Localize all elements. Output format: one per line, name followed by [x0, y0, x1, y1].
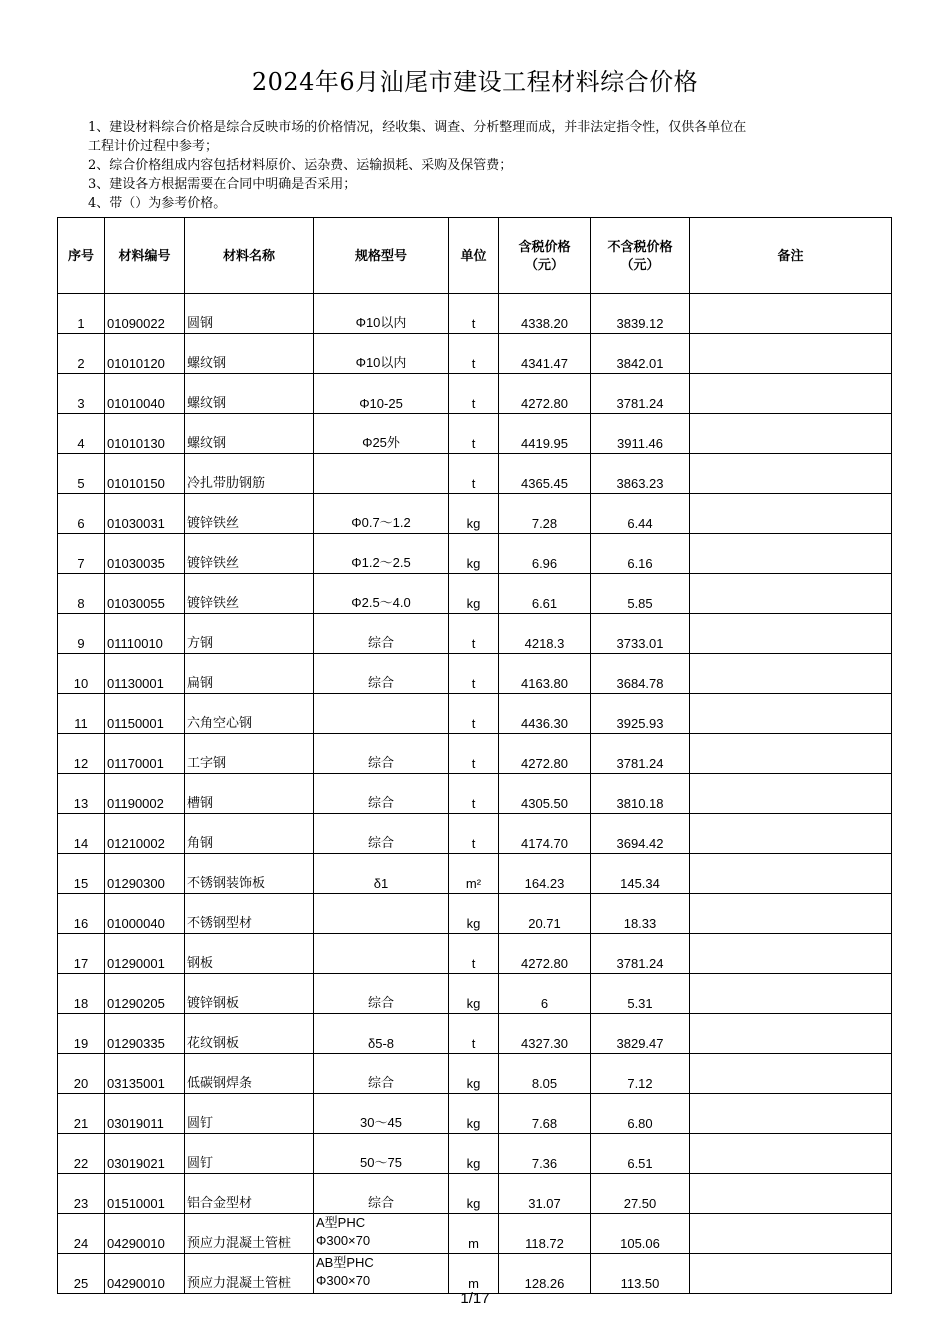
cell-seq: 12	[58, 734, 105, 774]
cell-spec: 30～45	[314, 1094, 449, 1134]
cell-spec	[314, 1214, 449, 1254]
cell-spec-line2: Φ300×70	[316, 1273, 371, 1288]
table-row	[58, 934, 892, 974]
cell-seq: 10	[58, 654, 105, 694]
cell-code: 01150001	[105, 694, 185, 734]
cell-remark	[690, 814, 892, 854]
cell-unit: kg	[449, 1094, 499, 1134]
col-header-code: 材料编号	[105, 218, 185, 294]
cell-unit: t	[449, 414, 499, 454]
table-row	[58, 454, 892, 494]
cell-seq: 21	[58, 1094, 105, 1134]
cell-notax-price: 3684.78	[591, 654, 690, 694]
cell-notax-price: 105.06	[591, 1214, 690, 1254]
cell-name: 冷扎带肋钢筋	[185, 454, 314, 494]
table-row	[58, 1134, 892, 1174]
cell-unit: kg	[449, 1054, 499, 1094]
cell-name: 圆钢	[185, 294, 314, 334]
cell-notax-price: 7.12	[591, 1054, 690, 1094]
cell-code: 03135001	[105, 1054, 185, 1094]
cell-seq: 3	[58, 374, 105, 414]
cell-name: 预应力混凝土管桩	[185, 1214, 314, 1254]
cell-spec: 综合	[314, 1054, 449, 1094]
cell-name: 铝合金型材	[185, 1174, 314, 1214]
cell-seq: 2	[58, 334, 105, 374]
cell-unit: m	[449, 1254, 499, 1294]
cell-code: 01030035	[105, 534, 185, 574]
cell-remark	[690, 774, 892, 814]
cell-unit: m²	[449, 854, 499, 894]
table-row	[58, 1254, 892, 1294]
cell-spec: 综合	[314, 1174, 449, 1214]
cell-unit: kg	[449, 894, 499, 934]
cell-code: 01030031	[105, 494, 185, 534]
cell-notax-price: 27.50	[591, 1174, 690, 1214]
cell-remark	[690, 1174, 892, 1214]
col-header-tax-price-line1: 含税价格	[518, 238, 571, 254]
cell-spec: Φ2.5～4.0	[314, 574, 449, 614]
table-row	[58, 814, 892, 854]
cell-unit: t	[449, 294, 499, 334]
table-row	[58, 1174, 892, 1214]
cell-unit: t	[449, 774, 499, 814]
cell-unit: kg	[449, 1174, 499, 1214]
cell-notax-price: 3911.46	[591, 414, 690, 454]
cell-tax-price: 4341.47	[499, 334, 591, 374]
cell-code: 01510001	[105, 1174, 185, 1214]
cell-remark	[690, 934, 892, 974]
cell-tax-price: 4218.3	[499, 614, 591, 654]
cell-unit: t	[449, 654, 499, 694]
col-header-name: 材料名称	[185, 218, 314, 294]
cell-spec-line1: A型PHC	[316, 1215, 366, 1230]
cell-spec: Φ25外	[314, 414, 449, 454]
cell-code: 01130001	[105, 654, 185, 694]
cell-notax-price: 3810.18	[591, 774, 690, 814]
cell-tax-price: 118.72	[499, 1214, 591, 1254]
table-row	[58, 1214, 892, 1254]
cell-notax-price: 6.51	[591, 1134, 690, 1174]
page-number: 1/17	[460, 1290, 490, 1307]
cell-spec: 综合	[314, 814, 449, 854]
cell-spec: 综合	[314, 614, 449, 654]
cell-remark	[690, 334, 892, 374]
cell-seq: 25	[58, 1254, 105, 1294]
cell-spec	[314, 454, 449, 494]
cell-spec: δ1	[314, 854, 449, 894]
cell-name: 镀锌铁丝	[185, 574, 314, 614]
cell-tax-price: 6	[499, 974, 591, 1014]
table-row	[58, 1054, 892, 1094]
table-row	[58, 774, 892, 814]
cell-notax-price: 3733.01	[591, 614, 690, 654]
cell-spec: 综合	[314, 974, 449, 1014]
cell-remark	[690, 574, 892, 614]
cell-name: 角钢	[185, 814, 314, 854]
cell-tax-price: 4338.20	[499, 294, 591, 334]
cell-name: 镀锌钢板	[185, 974, 314, 1014]
cell-spec-line2: Φ300×70	[316, 1233, 371, 1248]
cell-remark	[690, 494, 892, 534]
table-row	[58, 1014, 892, 1054]
cell-code: 01210002	[105, 814, 185, 854]
cell-remark	[690, 534, 892, 574]
cell-tax-price: 6.96	[499, 534, 591, 574]
cell-remark	[690, 1054, 892, 1094]
cell-code: 04290010	[105, 1254, 185, 1294]
cell-unit: kg	[449, 494, 499, 534]
cell-notax-price: 5.85	[591, 574, 690, 614]
cell-seq: 5	[58, 454, 105, 494]
cell-spec: Φ10以内	[314, 334, 449, 374]
cell-tax-price: 8.05	[499, 1054, 591, 1094]
cell-tax-price: 7.68	[499, 1094, 591, 1134]
cell-notax-price: 3781.24	[591, 374, 690, 414]
cell-notax-price: 3839.12	[591, 294, 690, 334]
cell-code: 01110010	[105, 614, 185, 654]
cell-code: 01290001	[105, 934, 185, 974]
table-row	[58, 854, 892, 894]
cell-unit: kg	[449, 534, 499, 574]
cell-seq: 24	[58, 1214, 105, 1254]
cell-tax-price: 4272.80	[499, 934, 591, 974]
cell-seq: 16	[58, 894, 105, 934]
cell-name: 六角空心钢	[185, 694, 314, 734]
cell-name: 圆钉	[185, 1134, 314, 1174]
cell-tax-price: 4436.30	[499, 694, 591, 734]
table-body	[58, 294, 892, 1294]
cell-unit: t	[449, 814, 499, 854]
col-header-unit: 单位	[449, 218, 499, 294]
cell-seq: 6	[58, 494, 105, 534]
table-row	[58, 374, 892, 414]
cell-notax-price: 3694.42	[591, 814, 690, 854]
cell-code: 01170001	[105, 734, 185, 774]
cell-unit: kg	[449, 574, 499, 614]
cell-unit: t	[449, 454, 499, 494]
cell-spec	[314, 694, 449, 734]
cell-tax-price: 4174.70	[499, 814, 591, 854]
cell-notax-price: 5.31	[591, 974, 690, 1014]
note-line: 工程计价过程中参考；	[88, 139, 219, 154]
cell-seq: 18	[58, 974, 105, 1014]
cell-tax-price: 164.23	[499, 854, 591, 894]
cell-unit: t	[449, 1014, 499, 1054]
cell-remark	[690, 1134, 892, 1174]
cell-seq: 14	[58, 814, 105, 854]
price-table	[57, 217, 892, 1294]
cell-name: 槽钢	[185, 774, 314, 814]
note-line: 2、综合价格组成内容包括材料原价、运杂费、运输损耗、采购及保管费；	[88, 158, 513, 173]
cell-unit: t	[449, 374, 499, 414]
cell-spec: δ5-8	[314, 1014, 449, 1054]
cell-tax-price: 6.61	[499, 574, 591, 614]
cell-name: 花纹钢板	[185, 1014, 314, 1054]
cell-notax-price: 3863.23	[591, 454, 690, 494]
cell-seq: 15	[58, 854, 105, 894]
cell-tax-price: 20.71	[499, 894, 591, 934]
cell-remark	[690, 294, 892, 334]
cell-notax-price: 3781.24	[591, 734, 690, 774]
cell-remark	[690, 1014, 892, 1054]
cell-spec: Φ10以内	[314, 294, 449, 334]
table-row	[58, 694, 892, 734]
cell-spec: 综合	[314, 654, 449, 694]
cell-remark	[690, 374, 892, 414]
cell-seq: 22	[58, 1134, 105, 1174]
col-header-notax-price-line1: 不含税价格	[607, 238, 673, 254]
cell-remark	[690, 1094, 892, 1134]
cell-remark	[690, 654, 892, 694]
cell-tax-price: 4327.30	[499, 1014, 591, 1054]
cell-remark	[690, 1254, 892, 1294]
cell-seq: 11	[58, 694, 105, 734]
cell-tax-price: 4163.80	[499, 654, 591, 694]
cell-name: 不锈钢装饰板	[185, 854, 314, 894]
page-title: 2024年6月汕尾市建设工程材料综合价格	[251, 68, 699, 96]
cell-seq: 1	[58, 294, 105, 334]
cell-tax-price: 4419.95	[499, 414, 591, 454]
cell-seq: 20	[58, 1054, 105, 1094]
col-header-seq: 序号	[58, 218, 105, 294]
cell-seq: 8	[58, 574, 105, 614]
cell-spec	[314, 894, 449, 934]
cell-notax-price: 3829.47	[591, 1014, 690, 1054]
cell-spec: 50～75	[314, 1134, 449, 1174]
cell-notax-price: 6.16	[591, 534, 690, 574]
table-row	[58, 894, 892, 934]
cell-tax-price: 7.28	[499, 494, 591, 534]
cell-remark	[690, 694, 892, 734]
table-row	[58, 494, 892, 534]
cell-spec: Φ10-25	[314, 374, 449, 414]
cell-seq: 7	[58, 534, 105, 574]
table-row	[58, 414, 892, 454]
cell-remark	[690, 734, 892, 774]
cell-remark	[690, 894, 892, 934]
cell-code: 04290010	[105, 1214, 185, 1254]
cell-tax-price: 31.07	[499, 1174, 591, 1214]
col-header-tax-price	[499, 218, 591, 294]
cell-code: 01090022	[105, 294, 185, 334]
table-row	[58, 534, 892, 574]
cell-spec	[314, 934, 449, 974]
cell-name: 方钢	[185, 614, 314, 654]
cell-name: 螺纹钢	[185, 334, 314, 374]
cell-remark	[690, 854, 892, 894]
cell-spec	[314, 1254, 449, 1294]
table-row	[58, 614, 892, 654]
cell-spec: Φ1.2～2.5	[314, 534, 449, 574]
cell-unit: kg	[449, 1134, 499, 1174]
cell-notax-price: 3925.93	[591, 694, 690, 734]
cell-remark	[690, 414, 892, 454]
col-header-spec: 规格型号	[314, 218, 449, 294]
cell-unit: m	[449, 1214, 499, 1254]
table-row	[58, 294, 892, 334]
cell-seq: 9	[58, 614, 105, 654]
cell-code: 01010130	[105, 414, 185, 454]
cell-name: 低碳钢焊条	[185, 1054, 314, 1094]
cell-tax-price: 128.26	[499, 1254, 591, 1294]
col-header-notax-price	[591, 218, 690, 294]
cell-spec-line1: AB型PHC	[316, 1255, 374, 1270]
table-row	[58, 574, 892, 614]
cell-code: 01190002	[105, 774, 185, 814]
cell-remark	[690, 454, 892, 494]
cell-code: 01030055	[105, 574, 185, 614]
cell-code: 01290300	[105, 854, 185, 894]
cell-unit: t	[449, 934, 499, 974]
cell-name: 镀锌铁丝	[185, 494, 314, 534]
cell-notax-price: 6.80	[591, 1094, 690, 1134]
cell-name: 预应力混凝土管桩	[185, 1254, 314, 1294]
cell-name: 工字钢	[185, 734, 314, 774]
cell-name: 圆钉	[185, 1094, 314, 1134]
cell-notax-price: 3842.01	[591, 334, 690, 374]
cell-seq: 13	[58, 774, 105, 814]
notes-block	[88, 118, 878, 213]
cell-code: 01010150	[105, 454, 185, 494]
cell-name: 扁钢	[185, 654, 314, 694]
cell-code: 03019011	[105, 1094, 185, 1134]
cell-unit: t	[449, 734, 499, 774]
cell-tax-price: 4272.80	[499, 374, 591, 414]
table-row	[58, 974, 892, 1014]
cell-seq: 4	[58, 414, 105, 454]
cell-notax-price: 113.50	[591, 1254, 690, 1294]
cell-unit: t	[449, 614, 499, 654]
cell-seq: 17	[58, 934, 105, 974]
cell-remark	[690, 1214, 892, 1254]
cell-notax-price: 3781.24	[591, 934, 690, 974]
cell-notax-price: 6.44	[591, 494, 690, 534]
cell-tax-price: 7.36	[499, 1134, 591, 1174]
cell-name: 镀锌铁丝	[185, 534, 314, 574]
cell-code: 01290205	[105, 974, 185, 1014]
col-header-notax-price-line2: （元）	[620, 256, 660, 272]
note-line: 3、建设各方根据需要在合同中明确是否采用；	[88, 177, 357, 192]
cell-name: 螺纹钢	[185, 414, 314, 454]
cell-unit: t	[449, 334, 499, 374]
cell-code: 01010040	[105, 374, 185, 414]
cell-unit: t	[449, 694, 499, 734]
cell-spec: 综合	[314, 734, 449, 774]
cell-tax-price: 4305.50	[499, 774, 591, 814]
cell-name: 钢板	[185, 934, 314, 974]
cell-code: 01000040	[105, 894, 185, 934]
cell-spec: Φ0.7～1.2	[314, 494, 449, 534]
cell-spec: 综合	[314, 774, 449, 814]
table-header-row	[58, 218, 892, 294]
cell-remark	[690, 614, 892, 654]
table-row	[58, 1094, 892, 1134]
cell-notax-price: 145.34	[591, 854, 690, 894]
col-header-tax-price-line2: （元）	[524, 256, 564, 272]
cell-tax-price: 4365.45	[499, 454, 591, 494]
table-row	[58, 734, 892, 774]
cell-code: 03019021	[105, 1134, 185, 1174]
cell-code: 01290335	[105, 1014, 185, 1054]
cell-code: 01010120	[105, 334, 185, 374]
cell-remark	[690, 974, 892, 1014]
cell-notax-price: 18.33	[591, 894, 690, 934]
col-header-remark: 备注	[690, 218, 892, 294]
cell-name: 螺纹钢	[185, 374, 314, 414]
table-row	[58, 334, 892, 374]
note-line: 1、建设材料综合价格是综合反映市场的价格情况，经收集、调查、分析整理而成，并非法定指令性，仅供各单位在	[88, 120, 747, 135]
cell-seq: 23	[58, 1174, 105, 1214]
note-line: 4、带（）为参考价格。	[88, 196, 227, 211]
cell-unit: kg	[449, 974, 499, 1014]
cell-name: 不锈钢型材	[185, 894, 314, 934]
cell-tax-price: 4272.80	[499, 734, 591, 774]
cell-seq: 19	[58, 1014, 105, 1054]
table-row	[58, 654, 892, 694]
